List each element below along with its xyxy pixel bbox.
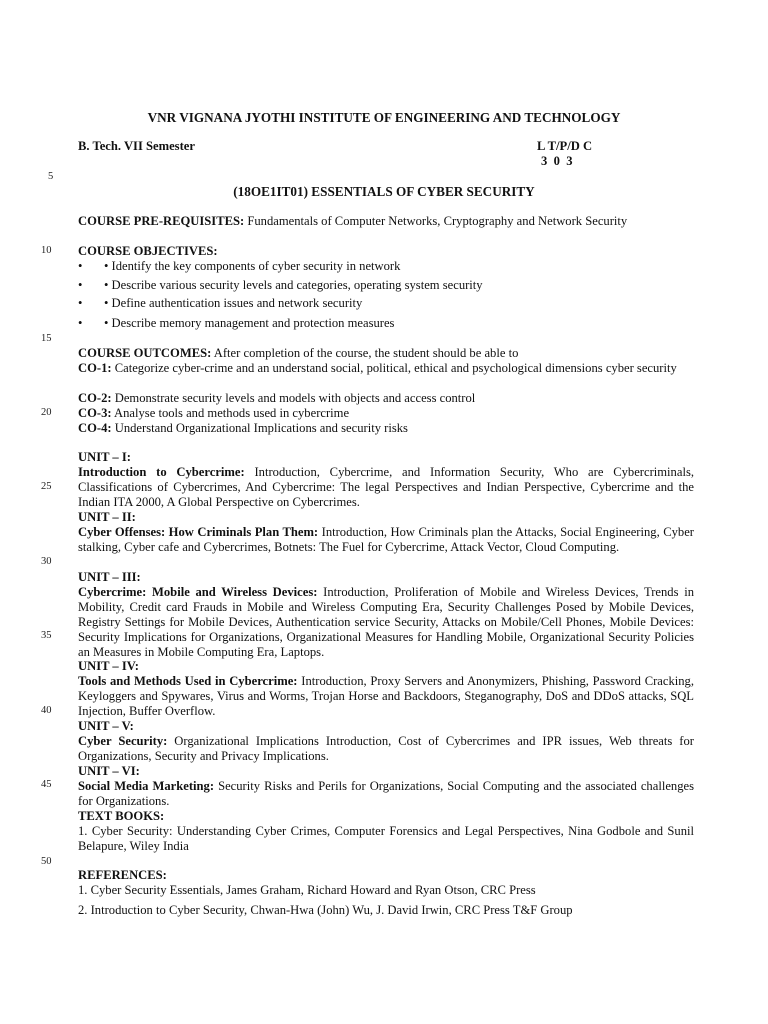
line-number: 30 bbox=[41, 556, 52, 567]
unit-body bbox=[78, 585, 694, 660]
line-number: 45 bbox=[41, 779, 52, 790]
prereq-label: COURSE PRE-REQUISITES: bbox=[78, 214, 245, 228]
line-number: 25 bbox=[41, 481, 52, 492]
line-number: 10 bbox=[41, 245, 52, 256]
unit-title: Introduction to Cybercrime: bbox=[78, 465, 245, 479]
bullet: • bbox=[78, 316, 83, 330]
outcomes-intro bbox=[78, 346, 694, 361]
objective-text: • Describe memory management and protection measures bbox=[104, 316, 395, 330]
objective-text: • Describe various security levels and categories, operating system security bbox=[104, 278, 483, 292]
unit-text: Introduction, How Criminals plan the Attacks, Social Engineering, Cyber stalking, Cyber cafe and Cybercrimes, Botnets: The Fuel for Cybercrime, Attack Vector, Cloud Computing. bbox=[78, 525, 694, 554]
unit-text: Introduction, Cybercrime, and Information Security, Who are Cybercriminals, Classifications of Cybercrimes, And Cybercrime: The legal Perspectives and Indian Perspective, Cybercrime and the Indian ITA 2000, A Global Perspective on Cybercrimes. bbox=[78, 465, 694, 509]
outcome-item bbox=[78, 421, 694, 436]
unit-body bbox=[78, 734, 694, 764]
bullet: • bbox=[78, 296, 83, 310]
objective-text: • Define authentication issues and network security bbox=[104, 296, 363, 310]
outcome-code: CO-1: bbox=[78, 361, 112, 375]
unit-title: Tools and Methods Used in Cybercrime: bbox=[78, 674, 298, 688]
line-number: 20 bbox=[41, 407, 52, 418]
objective-item bbox=[78, 259, 694, 274]
unit-text: Security Risks and Perils for Organizations, Social Computing and the associated challenges for Organizations. bbox=[78, 779, 694, 808]
objective-item bbox=[78, 278, 694, 293]
unit-title: Cyber Security: bbox=[78, 734, 168, 748]
outcome-item bbox=[78, 361, 694, 376]
textbook-item: 1. Cyber Security: Understanding Cyber Crimes, Computer Forensics and Legal Perspectives, Nina Godbole and Sunil Belapure, Wiley India bbox=[78, 824, 694, 853]
unit-title: Cybercrime: Mobile and Wireless Devices: bbox=[78, 585, 318, 599]
bullet: • bbox=[78, 259, 83, 273]
outcome-text: Analyse tools and methods used in cybercrime bbox=[111, 406, 350, 420]
unit-heading: UNIT – III: bbox=[78, 570, 141, 584]
outcome-text: Demonstrate security levels and models with objects and access control bbox=[111, 391, 476, 405]
outcome-item bbox=[78, 391, 694, 406]
reference-item: 1. Cyber Security Essentials, James Graham, Richard Howard and Ryan Otson, CRC Press bbox=[78, 883, 536, 897]
textbooks-heading: TEXT BOOKS: bbox=[78, 809, 165, 823]
outcomes-label: COURSE OUTCOMES: bbox=[78, 346, 212, 360]
objective-item bbox=[78, 316, 694, 331]
unit-text: Organizational Implications Introduction, Cost of Cybercrimes and IPR issues, Web threats for Organizations, Security and Privacy Implications. bbox=[78, 734, 694, 763]
unit-body bbox=[78, 779, 694, 809]
outcome-item bbox=[78, 406, 694, 421]
outcomes-text: After completion of the course, the student should be able to bbox=[211, 346, 519, 360]
outcome-code: CO-4: bbox=[78, 421, 112, 435]
unit-body bbox=[78, 525, 694, 555]
line-number: 50 bbox=[41, 856, 52, 867]
unit-text: Introduction, Proxy Servers and Anonymizers, Phishing, Password Cracking, Keyloggers and Spywares, Virus and Worms, Trojan Horse and Backdoors, Steganography, DoS and DDoS attacks, SQL Injection, Buffer Overflow. bbox=[78, 674, 695, 718]
unit-heading: UNIT – I: bbox=[78, 450, 131, 464]
line-number: 15 bbox=[41, 333, 52, 344]
line-number: 40 bbox=[41, 705, 52, 716]
unit-title: Social Media Marketing: bbox=[78, 779, 215, 793]
course-title: (18OE1IT01) ESSENTIALS OF CYBER SECURITY bbox=[233, 184, 535, 199]
outcome-text: Categorize cyber-crime and an understand social, political, ethical and psychological dimensions cyber security bbox=[111, 361, 677, 375]
institute-name: VNR VIGNANA JYOTHI INSTITUTE OF ENGINEERING AND TECHNOLOGY bbox=[147, 110, 621, 125]
unit-text: Introduction, Proliferation of Mobile and Wireless Devices, Trends in Mobility, Credit card Frauds in Mobile and Wireless Computing Era, Security Challenges Posed by Mobile Devices, Registry Settings for Mobile Devices, Authentication service Security, Attacks on Mobile/Cell Phones, Mobile Devices: Security Implications for Organizations, Organizational Measures for Handling Mobile, Organizational Security Policies an Measures in Mobile Computing Era, Laptops. bbox=[78, 585, 695, 659]
unit-heading: UNIT – II: bbox=[78, 510, 136, 524]
unit-heading: UNIT – V: bbox=[78, 719, 134, 733]
semester-label: B. Tech. VII Semester bbox=[78, 139, 195, 153]
outcome-code: CO-3: bbox=[78, 406, 112, 420]
line-number: 35 bbox=[41, 630, 52, 641]
ltpdc-label: L T/P/D C bbox=[537, 139, 593, 153]
objective-item bbox=[78, 296, 694, 311]
references-heading: REFERENCES: bbox=[78, 868, 167, 882]
ltpdc-values: 3 0 3 bbox=[541, 154, 573, 168]
unit-title: Cyber Offenses: How Criminals Plan Them: bbox=[78, 525, 319, 539]
line-number: 5 bbox=[48, 171, 54, 182]
outcome-text: Understand Organizational Implications and security risks bbox=[111, 421, 408, 435]
outcome-code: CO-2: bbox=[78, 391, 112, 405]
bullet: • bbox=[78, 278, 83, 292]
unit-body bbox=[78, 465, 694, 510]
prerequisites bbox=[78, 214, 694, 229]
objectives-heading: COURSE OBJECTIVES: bbox=[78, 244, 218, 258]
unit-heading: UNIT – IV: bbox=[78, 659, 139, 673]
unit-heading: UNIT – VI: bbox=[78, 764, 140, 778]
unit-body bbox=[78, 674, 694, 719]
reference-item: 2. Introduction to Cyber Security, Chwan-Hwa (John) Wu, J. David Irwin, CRC Press T&F Group bbox=[78, 903, 573, 917]
objective-text: • Identify the key components of cyber security in network bbox=[104, 259, 401, 273]
prereq-text: Fundamentals of Computer Networks, Cryptography and Network Security bbox=[244, 214, 628, 228]
